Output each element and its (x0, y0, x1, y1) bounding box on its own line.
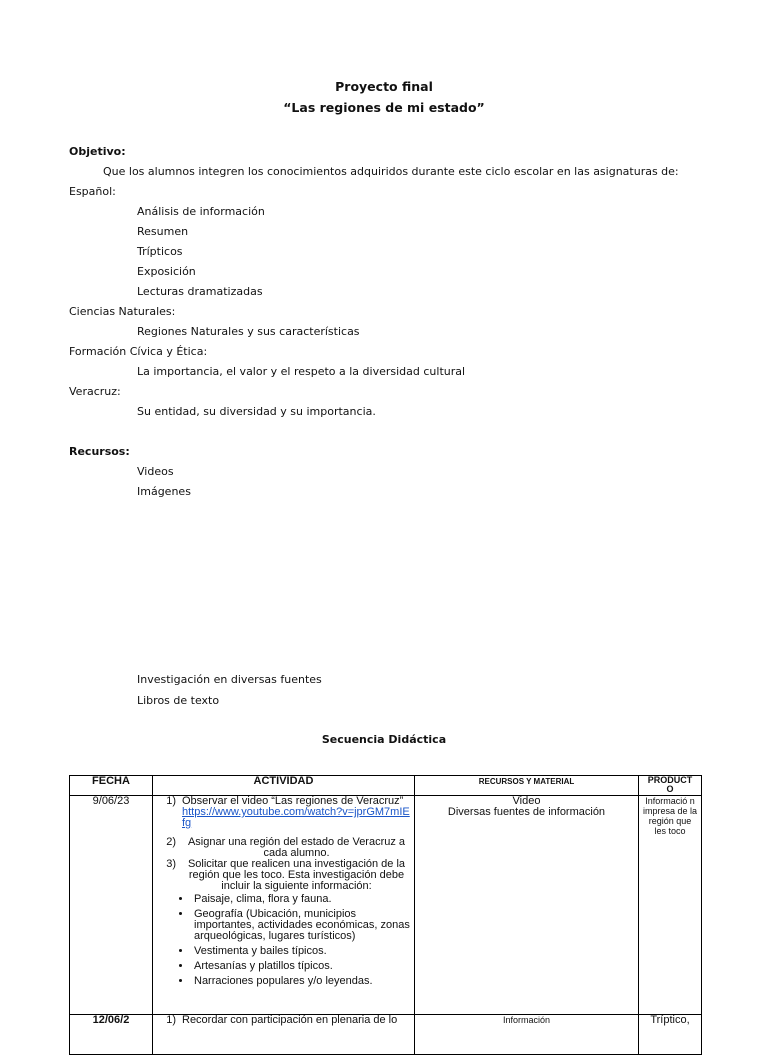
recurso-item: Investigación en diversas fuentes (137, 673, 322, 686)
recurso-item: Videos (137, 465, 174, 478)
step-number: 3) (166, 858, 176, 870)
producto-cell: Informació n impresa de la región que les toco (639, 796, 702, 1015)
subject-veracruz: Veracruz: (69, 385, 121, 398)
subject-item: Análisis de información (137, 205, 265, 218)
objetivo-text: Que los alumnos integren los conocimientos adquiridos durante este ciclo escolar en las asignaturas de: (103, 165, 679, 178)
producto-cell: Tríptico, (639, 1015, 702, 1055)
step-text: Recordar con participación en plenaria de lo (182, 1014, 398, 1026)
subject-item: Resumen (137, 225, 189, 238)
step-number: 2) (166, 836, 176, 848)
step-number: 1) (166, 1014, 176, 1026)
list-item: • Paisaje, clima, flora y fauna. (192, 894, 411, 905)
step-text: Asignar una región del estado de Veracruz a cada alumno. (187, 836, 406, 859)
recursos-cell (415, 796, 639, 1015)
recurso-item: Libros de texto (137, 694, 220, 707)
objetivo-label: Objetivo: (69, 145, 126, 158)
step-number: 1) (166, 795, 176, 807)
info-list (156, 894, 411, 987)
step-text: Observar el video “Las regiones de Veracruz” (182, 795, 404, 807)
table-header-row (70, 776, 702, 796)
subject-ciencias-naturales: Ciencias Naturales: (69, 305, 176, 318)
header-producto: PRODUCT O (639, 776, 702, 796)
table-row (70, 1015, 702, 1055)
recurso-text: Información (502, 1015, 551, 1025)
recurso-text: Video (512, 795, 541, 807)
list-item: • Geografía (Ubicación, municipios importantes, actividades económicas, zonas arqueológicas, lugares turísticos) (192, 909, 411, 942)
subject-item: Su entidad, su diversidad y su importancia. (137, 405, 376, 418)
subject-espanol: Español: (69, 185, 116, 198)
header-fecha: FECHA (70, 776, 153, 796)
step-text: Solicitar que realicen una investigación de la región que les toco. Esta investigación debe incluir la siguiente información: (187, 858, 406, 892)
recursos-cell (415, 1015, 639, 1055)
subject-formacion-civica: Formación Cívica y Ética: (69, 345, 208, 358)
actividad-cell (153, 1015, 415, 1055)
list-item: • Narraciones populares y/o leyendas. (192, 976, 411, 987)
recurso-item: Imágenes (137, 485, 191, 498)
table-row (70, 796, 702, 1015)
recursos-label: Recursos: (69, 445, 130, 458)
video-link[interactable]: https://www.youtube.com/watch?v=jprGM7mIEfg (182, 806, 410, 829)
header-actividad: ACTIVIDAD (153, 776, 415, 796)
actividad-cell (153, 796, 415, 1015)
fecha-cell: 9/06/23 (70, 796, 153, 1015)
list-item: • Artesanías y platillos típicos. (192, 961, 411, 972)
project-subtitle: “Las regiones de mi estado” (283, 100, 485, 115)
subject-item: Trípticos (137, 245, 183, 258)
list-item: • Vestimenta y bailes típicos. (192, 946, 411, 957)
secuencia-table (69, 775, 702, 1055)
project-title: Proyecto final (335, 79, 433, 94)
secuencia-title: Secuencia Didáctica (321, 733, 447, 746)
subject-item: Regiones Naturales y sus características (137, 325, 360, 338)
fecha-cell: 12/06/2 (70, 1015, 153, 1055)
subject-item: Lecturas dramatizadas (137, 285, 263, 298)
header-recursos: RECURSOS Y MATERIAL (415, 776, 639, 796)
subject-item: Exposición (137, 265, 196, 278)
subject-item: La importancia, el valor y el respeto a la diversidad cultural (137, 365, 466, 378)
recurso-text: Diversas fuentes de información (447, 806, 606, 818)
